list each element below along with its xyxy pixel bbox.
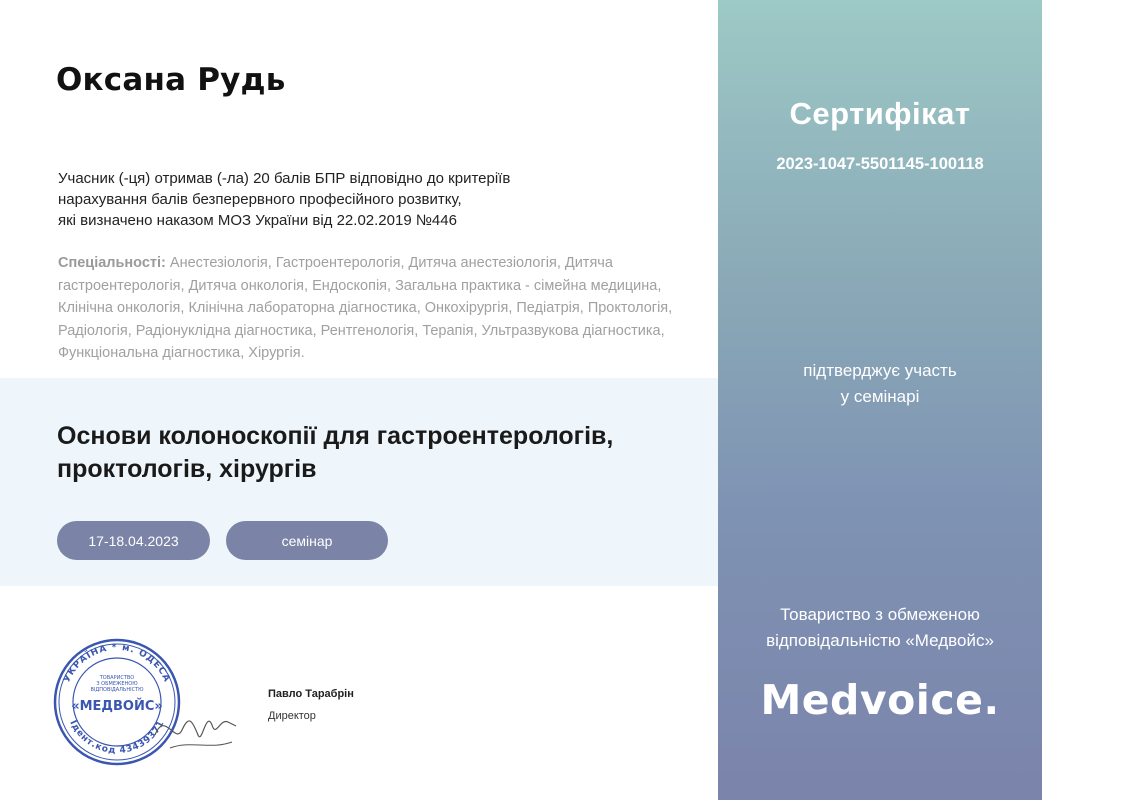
intro-text bbox=[58, 168, 618, 231]
stamp-inner-line-3: ВІДПОВІДАЛЬНІСТЮ bbox=[90, 687, 144, 693]
confirmation-text bbox=[718, 358, 1042, 410]
specialties bbox=[58, 252, 688, 365]
organization-line-2: відповідальністю «Медвойс» bbox=[766, 631, 994, 650]
organization-name bbox=[718, 602, 1042, 654]
stamp-inner-line-1: ТОВАРИСТВО bbox=[99, 675, 135, 681]
certificate-number: 2023-1047-5501145-100118 bbox=[776, 155, 984, 173]
confirmation-line-1: підтверджує участь bbox=[803, 361, 957, 380]
intro-line-2: нарахування балів безперервного професійного розвитку, bbox=[58, 191, 462, 208]
event-type-tag: семінар bbox=[226, 521, 388, 560]
stamp-outer-top: УКРАЇНА * м. ОДЕСА bbox=[62, 642, 172, 685]
course-title-line-1: Основи колоноскопії для гастроентерологів, bbox=[57, 422, 614, 450]
course-title-line-2: проктологів, хірургів bbox=[57, 455, 317, 483]
certificate-title: Сертифікат bbox=[789, 96, 971, 131]
course-title bbox=[57, 420, 707, 486]
date-tag: 17-18.04.2023 bbox=[57, 521, 210, 560]
certificate-side-panel bbox=[718, 0, 1042, 800]
stamp-outer-bottom: Ідент.код 43439371 bbox=[67, 718, 167, 757]
stamp-center-text: «МЕДВОЙС» bbox=[71, 699, 163, 714]
specialties-list: Анестезіологія, Гастроентерологія, Дитяча анестезіологія, Дитяча гастроентерологія, Дитяча онкологія, Ендоскопія, Загальна практика - сімейна медицина, Клінічна онкологія, Клінічна лабораторна діагностика, Онкохірургія, Педіатрія, Проктологія, Радіологія, Радіонуклідна діагностика, Рентгенологія, Терапія, Ультразвукова діагностика, Функціональна діагностика, Хірургія. bbox=[58, 255, 673, 361]
signer-role: Директор bbox=[268, 710, 316, 722]
medvoice-logo: Medvoice. bbox=[760, 676, 1000, 724]
intro-line-1: Учасник (-ця) отримав (-ла) 20 балів БПР відповідно до критеріїв bbox=[58, 170, 511, 187]
stamp-inner-line-2: З ОБМЕЖЕНОЮ bbox=[96, 681, 138, 687]
signature bbox=[150, 690, 240, 760]
signer-name: Павло Тарабрін bbox=[268, 688, 354, 700]
specialties-label: Спеціальності: bbox=[58, 255, 166, 271]
intro-line-3: які визначено наказом МОЗ України від 22.02.2019 №446 bbox=[58, 212, 457, 229]
recipient-name: Оксана Рудь bbox=[56, 62, 286, 98]
organization-line-1: Товариство з обмеженою bbox=[780, 605, 980, 624]
confirmation-line-2: у семінарі bbox=[840, 387, 920, 406]
